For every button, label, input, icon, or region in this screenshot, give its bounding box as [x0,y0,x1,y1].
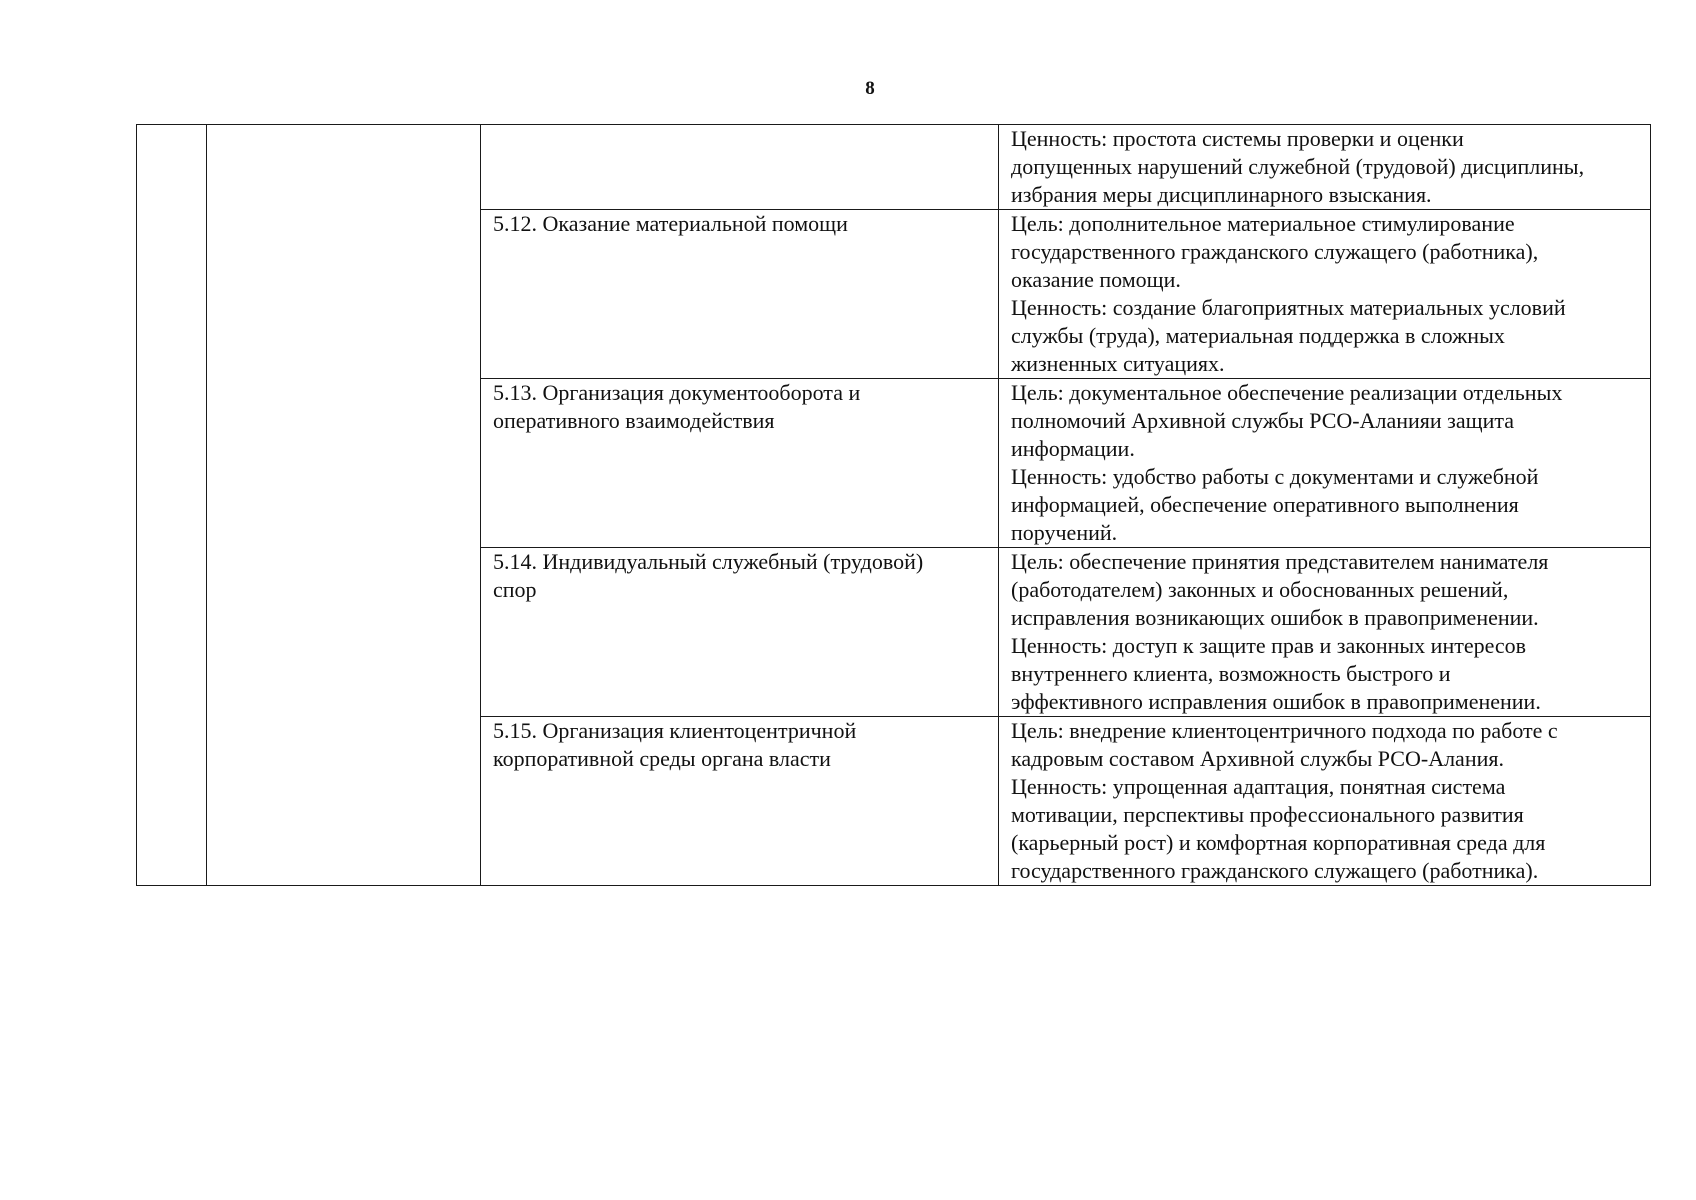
description-line: мотивации, перспективы профессионального развития [1011,802,1524,827]
description-cell [999,717,1651,886]
description-line: Ценность: доступ к защите прав и законных интересов [1011,633,1527,658]
measure-name: 5.15. Организация клиентоцентричной [493,718,857,743]
description-line: Цель: документальное обеспечение реализации отдельных [1011,380,1563,405]
description-line: допущенных нарушений служебной (трудовой) дисциплины, [1011,154,1585,179]
description-cell [999,548,1651,717]
description-line: исправления возникающих ошибок в правоприменении. [1011,605,1539,630]
description-line: (работодателем) законных и обоснованных решений, [1011,577,1509,602]
description-line: службы (труда), материальная поддержка в сложных [1011,323,1505,348]
measure-name: 5.14. Индивидуальный служебный (трудовой) [493,549,924,574]
measure-name-cell [481,379,999,548]
description-line: полномочий Архивной службы РСО-Аланияи защита [1011,408,1514,433]
table-row [137,125,1651,210]
measure-name: 5.13. Организация документооборота и [493,380,861,405]
description-line: Цель: дополнительное материальное стимулирование [1011,211,1515,236]
measure-name-cell [481,125,999,210]
measure-name: оперативного взаимодействия [493,408,775,433]
description-cell [999,210,1651,379]
description-line: государственного гражданского служащего (работника), [1011,239,1539,264]
measure-name-cell [481,548,999,717]
description-line: эффективного исправления ошибок в правоприменении. [1011,689,1541,714]
description-line: Ценность: простота системы проверки и оценки [1011,126,1464,151]
measure-name: корпоративной среды органа власти [493,746,831,771]
description-line: Цель: обеспечение принятия представителем нанимателя [1011,549,1549,574]
description-line: Цель: внедрение клиентоцентричного подхода по работе с [1011,718,1558,743]
description-line: государственного гражданского служащего (работника). [1011,858,1539,883]
description-line: (карьерный рост) и комфортная корпоративная среда для [1011,830,1546,855]
empty-column-2 [207,125,481,886]
description-line: Ценность: удобство работы с документами и служебной [1011,464,1539,489]
description-line: Ценность: создание благоприятных материальных условий [1011,295,1566,320]
empty-column-1 [137,125,207,886]
description-line: жизненных ситуациях. [1011,351,1225,376]
description-line: кадровым составом Архивной службы РСО-Алания. [1011,746,1504,771]
document-table [136,124,1651,886]
measure-name-cell [481,210,999,379]
description-line: оказание помощи. [1011,267,1181,292]
description-cell [999,125,1651,210]
measure-name: 5.12. Оказание материальной помощи [493,211,848,236]
description-cell [999,379,1651,548]
description-line: избрания меры дисциплинарного взыскания. [1011,182,1432,207]
description-line: информации. [1011,436,1135,461]
description-line: информацией, обеспечение оперативного выполнения [1011,492,1519,517]
description-line: поручений. [1011,520,1118,545]
page-number: 8 [865,78,875,99]
measure-name: спор [493,577,537,602]
description-line: внутреннего клиента, возможность быстрого и [1011,661,1451,686]
description-line: Ценность: упрощенная адаптация, понятная система [1011,774,1506,799]
measure-name-cell [481,717,999,886]
